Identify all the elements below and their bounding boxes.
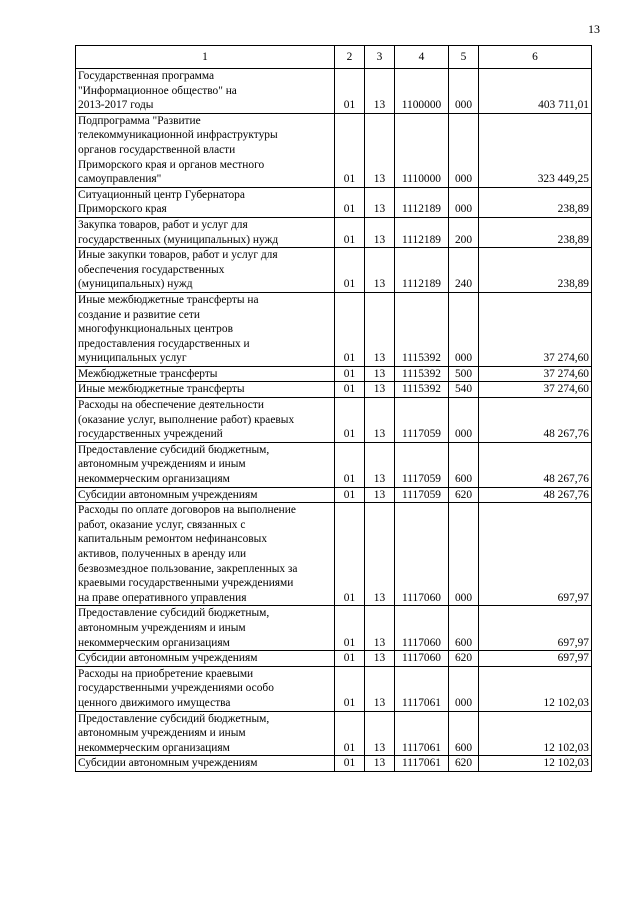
- expense-name-cell: Субсидии автономным учреждениям: [76, 651, 335, 667]
- amount-cell: 48 267,76: [479, 487, 592, 503]
- amount-cell: 697,97: [479, 503, 592, 606]
- subsection-code-cell: 13: [365, 756, 395, 772]
- expense-type-cell: 000: [449, 503, 479, 606]
- subsection-code-cell: 13: [365, 666, 395, 711]
- subsection-code-cell: 13: [365, 651, 395, 667]
- target-article-cell: 1110000: [395, 113, 449, 187]
- amount-cell: 697,97: [479, 606, 592, 651]
- section-code-cell: 01: [335, 666, 365, 711]
- table-row: [76, 442, 592, 487]
- target-article-cell: 1115392: [395, 382, 449, 398]
- section-code-cell: 01: [335, 292, 365, 366]
- expense-type-cell: 540: [449, 382, 479, 398]
- target-article-cell: 1115392: [395, 366, 449, 382]
- target-article-cell: 1100000: [395, 69, 449, 114]
- section-code-cell: 01: [335, 487, 365, 503]
- header-row: [76, 46, 592, 69]
- header-cell: 3: [365, 46, 395, 69]
- expense-type-cell: 600: [449, 606, 479, 651]
- expense-type-cell: 200: [449, 217, 479, 247]
- expense-type-cell: 620: [449, 487, 479, 503]
- subsection-code-cell: 13: [365, 292, 395, 366]
- table-row: [76, 666, 592, 711]
- section-code-cell: 01: [335, 113, 365, 187]
- amount-cell: 48 267,76: [479, 398, 592, 443]
- amount-cell: 403 711,01: [479, 69, 592, 114]
- expense-type-cell: 000: [449, 69, 479, 114]
- table-row: [76, 292, 592, 366]
- amount-cell: 48 267,76: [479, 442, 592, 487]
- expense-name-cell: Государственная программа "Информационное общество" на 2013-2017 годы: [76, 69, 335, 114]
- amount-cell: 37 274,60: [479, 292, 592, 366]
- subsection-code-cell: 13: [365, 503, 395, 606]
- expense-type-cell: 600: [449, 711, 479, 756]
- table-row: [76, 606, 592, 651]
- subsection-code-cell: 13: [365, 398, 395, 443]
- section-code-cell: 01: [335, 187, 365, 217]
- target-article-cell: 1117061: [395, 711, 449, 756]
- subsection-code-cell: 13: [365, 113, 395, 187]
- target-article-cell: 1112189: [395, 187, 449, 217]
- table-row: [76, 187, 592, 217]
- header-cell: 6: [479, 46, 592, 69]
- expense-type-cell: 240: [449, 248, 479, 293]
- subsection-code-cell: 13: [365, 69, 395, 114]
- section-code-cell: 01: [335, 756, 365, 772]
- target-article-cell: 1117060: [395, 606, 449, 651]
- expense-name-cell: Предоставление субсидий бюджетным, автономным учреждениям и иным некоммерческим организациям: [76, 711, 335, 756]
- amount-cell: 697,97: [479, 651, 592, 667]
- expense-name-cell: Иные межбюджетные трансферты: [76, 382, 335, 398]
- target-article-cell: 1117060: [395, 651, 449, 667]
- section-code-cell: 01: [335, 217, 365, 247]
- target-article-cell: 1112189: [395, 217, 449, 247]
- amount-cell: 238,89: [479, 217, 592, 247]
- target-article-cell: 1117059: [395, 442, 449, 487]
- subsection-code-cell: 13: [365, 442, 395, 487]
- section-code-cell: 01: [335, 366, 365, 382]
- subsection-code-cell: 13: [365, 217, 395, 247]
- subsection-code-cell: 13: [365, 382, 395, 398]
- expense-name-cell: Иные закупки товаров, работ и услуг для обеспечения государственных (муниципальных) нужд: [76, 248, 335, 293]
- header-cell: 1: [76, 46, 335, 69]
- header-cell: 5: [449, 46, 479, 69]
- expense-name-cell: Предоставление субсидий бюджетным, автономным учреждениям и иным некоммерческим организациям: [76, 606, 335, 651]
- table-row: [76, 711, 592, 756]
- subsection-code-cell: 13: [365, 606, 395, 651]
- table-row: [76, 69, 592, 114]
- expense-name-cell: Предоставление субсидий бюджетным, автономным учреждениям и иным некоммерческим организациям: [76, 442, 335, 487]
- table-row: [76, 756, 592, 772]
- expense-name-cell: Подпрограмма "Развитие телекоммуникационной инфраструктуры органов государственной власти Приморского края и органов местного самоуправления": [76, 113, 335, 187]
- target-article-cell: 1112189: [395, 248, 449, 293]
- subsection-code-cell: 13: [365, 711, 395, 756]
- section-code-cell: 01: [335, 606, 365, 651]
- section-code-cell: 01: [335, 651, 365, 667]
- subsection-code-cell: 13: [365, 248, 395, 293]
- table-row: [76, 503, 592, 606]
- header-cell: 4: [395, 46, 449, 69]
- target-article-cell: 1115392: [395, 292, 449, 366]
- amount-cell: 12 102,03: [479, 711, 592, 756]
- table-row: [76, 651, 592, 667]
- target-article-cell: 1117060: [395, 503, 449, 606]
- amount-cell: 238,89: [479, 187, 592, 217]
- expense-name-cell: Расходы на приобретение краевыми государственными учреждениями особо ценного движимого имущества: [76, 666, 335, 711]
- target-article-cell: 1117059: [395, 398, 449, 443]
- table-row: [76, 398, 592, 443]
- expense-type-cell: 600: [449, 442, 479, 487]
- expense-name-cell: Закупка товаров, работ и услуг для государственных (муниципальных) нужд: [76, 217, 335, 247]
- header-cell: 2: [335, 46, 365, 69]
- amount-cell: 12 102,03: [479, 756, 592, 772]
- expense-type-cell: 000: [449, 113, 479, 187]
- expense-name-cell: Иные межбюджетные трансферты на создание и развитие сети многофункциональных центров предоставления государственных и муниципальных услуг: [76, 292, 335, 366]
- amount-cell: 323 449,25: [479, 113, 592, 187]
- section-code-cell: 01: [335, 398, 365, 443]
- expense-type-cell: 000: [449, 187, 479, 217]
- section-code-cell: 01: [335, 442, 365, 487]
- amount-cell: 37 274,60: [479, 366, 592, 382]
- target-article-cell: 1117061: [395, 666, 449, 711]
- table-row: [76, 487, 592, 503]
- table-row: [76, 382, 592, 398]
- expense-type-cell: 500: [449, 366, 479, 382]
- expense-type-cell: 000: [449, 398, 479, 443]
- target-article-cell: 1117061: [395, 756, 449, 772]
- expense-type-cell: 000: [449, 666, 479, 711]
- expense-name-cell: Субсидии автономным учреждениям: [76, 756, 335, 772]
- amount-cell: 37 274,60: [479, 382, 592, 398]
- section-code-cell: 01: [335, 382, 365, 398]
- amount-cell: 238,89: [479, 248, 592, 293]
- table-row: [76, 248, 592, 293]
- expense-type-cell: 620: [449, 756, 479, 772]
- expense-name-cell: Расходы на обеспечение деятельности (оказание услуг, выполнение работ) краевых государственных учреждений: [76, 398, 335, 443]
- subsection-code-cell: 13: [365, 187, 395, 217]
- target-article-cell: 1117059: [395, 487, 449, 503]
- table-body: [76, 69, 592, 772]
- expense-name-cell: Субсидии автономным учреждениям: [76, 487, 335, 503]
- section-code-cell: 01: [335, 69, 365, 114]
- section-code-cell: 01: [335, 711, 365, 756]
- page-number: 13: [588, 22, 600, 36]
- subsection-code-cell: 13: [365, 487, 395, 503]
- expense-name-cell: Межбюджетные трансферты: [76, 366, 335, 382]
- section-code-cell: 01: [335, 503, 365, 606]
- subsection-code-cell: 13: [365, 366, 395, 382]
- table-row: [76, 217, 592, 247]
- expense-type-cell: 000: [449, 292, 479, 366]
- expense-type-cell: 620: [449, 651, 479, 667]
- expense-name-cell: Ситуационный центр Губернатора Приморского края: [76, 187, 335, 217]
- table-row: [76, 366, 592, 382]
- section-code-cell: 01: [335, 248, 365, 293]
- expense-name-cell: Расходы по оплате договоров на выполнение работ, оказание услуг, связанных с капитальным ремонтом нефинансовых активов, полученных в аренду или безвозмездное пользование, закрепленных за краевыми государственными учреждениями на праве оперативного управления: [76, 503, 335, 606]
- amount-cell: 12 102,03: [479, 666, 592, 711]
- budget-table: [75, 45, 592, 772]
- table-row: [76, 113, 592, 187]
